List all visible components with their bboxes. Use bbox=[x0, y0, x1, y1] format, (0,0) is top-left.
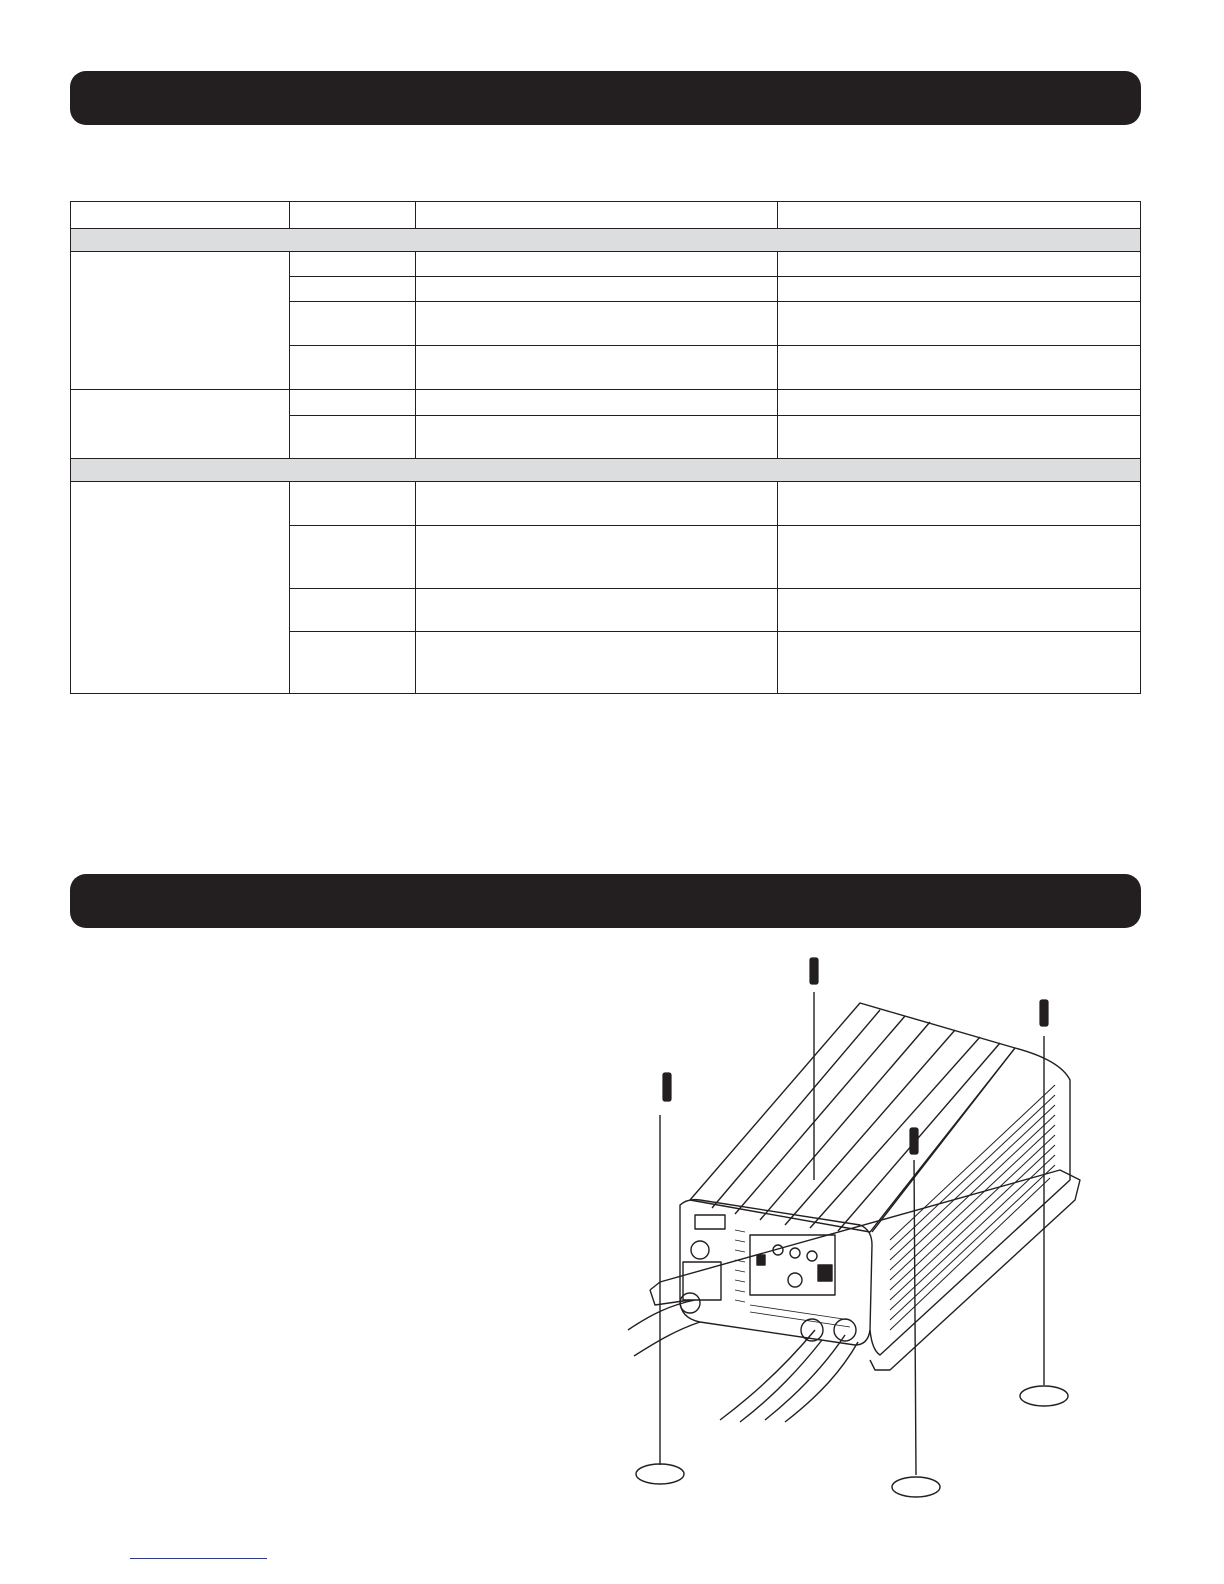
table-row bbox=[71, 252, 1141, 277]
section-header-bar bbox=[70, 874, 1141, 928]
table-row bbox=[71, 482, 1141, 526]
table-cell bbox=[290, 390, 416, 416]
table-cell bbox=[290, 346, 416, 390]
table-cell bbox=[290, 302, 416, 346]
table-cell bbox=[416, 589, 778, 632]
table-row bbox=[71, 390, 1141, 416]
section-header-bar bbox=[70, 71, 1141, 125]
table-cell bbox=[416, 390, 778, 416]
column-header bbox=[416, 202, 778, 229]
table-cell bbox=[778, 302, 1141, 346]
section-label bbox=[71, 459, 1141, 482]
table-cell bbox=[290, 632, 416, 694]
column-header bbox=[71, 202, 290, 229]
column-header bbox=[290, 202, 416, 229]
table-cell bbox=[290, 482, 416, 526]
table-cell bbox=[778, 482, 1141, 526]
table-cell bbox=[778, 346, 1141, 390]
spec-table bbox=[70, 201, 1141, 694]
section-label bbox=[71, 229, 1141, 252]
table-cell bbox=[778, 252, 1141, 277]
table-cell bbox=[416, 252, 778, 277]
table-cell bbox=[290, 277, 416, 302]
table-cell bbox=[778, 632, 1141, 694]
table-cell bbox=[416, 277, 778, 302]
table-cell bbox=[290, 589, 416, 632]
table-cell bbox=[71, 252, 290, 390]
inverter-mounting-illustration bbox=[600, 945, 1120, 1545]
table-section-row bbox=[71, 229, 1141, 252]
table-cell bbox=[778, 526, 1141, 589]
link-underline[interactable] bbox=[130, 1558, 267, 1559]
table-cell bbox=[778, 589, 1141, 632]
table-cell bbox=[416, 302, 778, 346]
table-cell bbox=[416, 482, 778, 526]
table-cell bbox=[290, 416, 416, 459]
table-cell bbox=[290, 526, 416, 589]
table-cell bbox=[778, 277, 1141, 302]
table-section-row bbox=[71, 459, 1141, 482]
table-cell bbox=[416, 632, 778, 694]
table-cell bbox=[416, 416, 778, 459]
table-cell bbox=[71, 390, 290, 459]
column-header bbox=[778, 202, 1141, 229]
table-cell bbox=[416, 526, 778, 589]
table-header-row bbox=[71, 202, 1141, 229]
table-cell bbox=[416, 346, 778, 390]
table-cell bbox=[290, 252, 416, 277]
table-cell bbox=[778, 416, 1141, 459]
table-cell bbox=[778, 390, 1141, 416]
table-cell bbox=[71, 482, 290, 694]
